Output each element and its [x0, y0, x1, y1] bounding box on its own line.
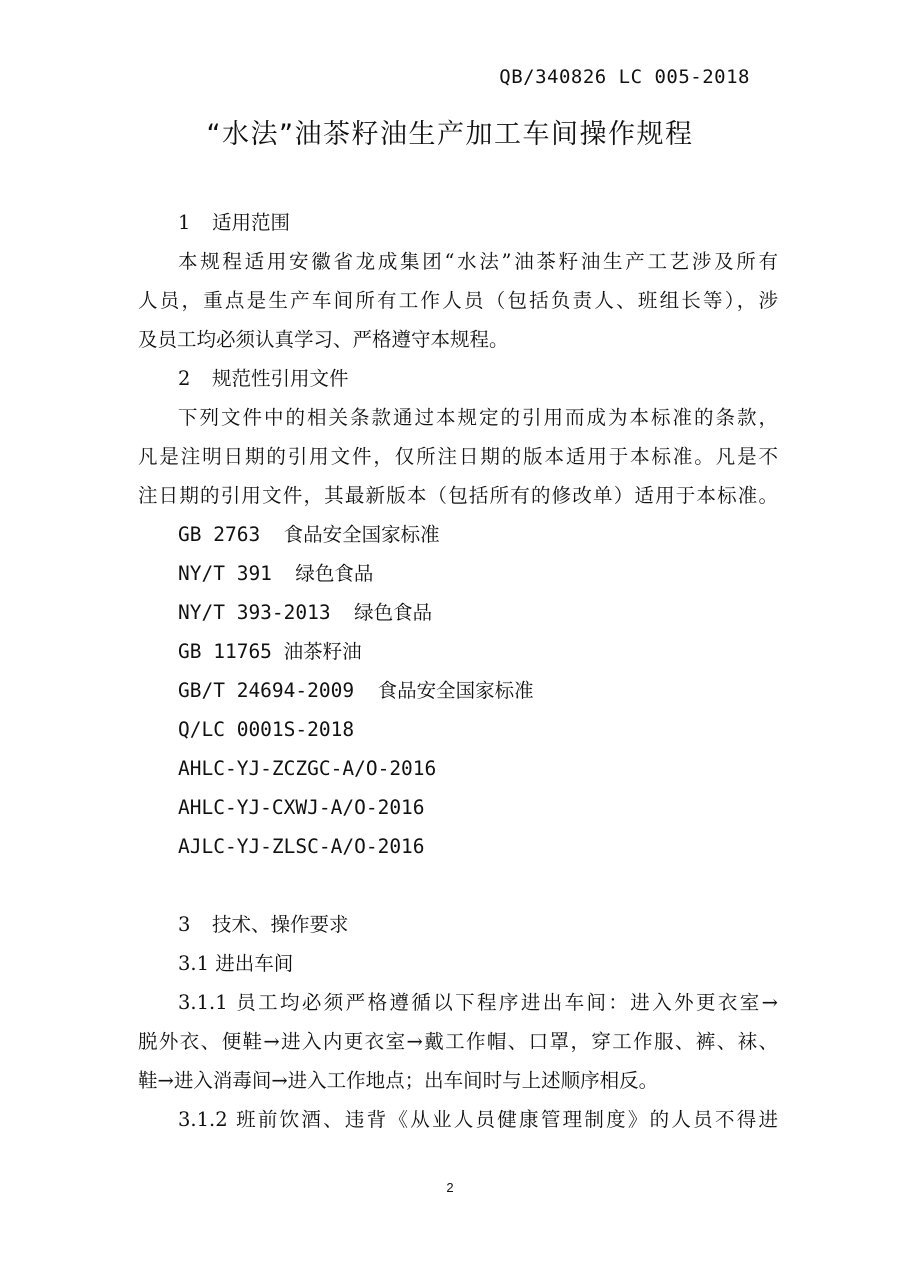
section-number: 2: [178, 367, 191, 390]
section-1-heading: [138, 203, 778, 242]
paragraph-line: 凡是注明日期的引用文件，仅所注日期的版本适用于本标准。凡是不: [138, 445, 778, 468]
section-heading-text: 技术、操作要求: [212, 913, 349, 936]
paragraph-line: 及员工均必须认真学习、严格遵守本规程。: [138, 328, 509, 351]
reference-item: Q/LC 0001S-2018: [178, 718, 355, 741]
blank-line: [138, 866, 778, 905]
reference-item: GB/T 24694-2009 食品安全国家标准: [178, 679, 534, 702]
reference-item: AJLC-YJ-ZLSC-A/O-2016: [178, 835, 425, 858]
section-2-heading: [138, 359, 778, 398]
paragraph-line: 本规程适用安徽省龙成集团“水法”油茶籽油生产工艺涉及所有: [178, 250, 778, 273]
paragraph-line: 下列文件中的相关条款通过本规定的引用而成为本标准的条款，: [178, 406, 778, 429]
paragraph-line: 鞋→进入消毒间→进入工作地点；出车间时与上述顺序相反。: [138, 1069, 659, 1092]
page-number: 2: [446, 1180, 454, 1195]
section-heading-text: 规范性引用文件: [212, 367, 349, 390]
reference-item: AHLC-YJ-CXWJ-A/O-2016: [178, 796, 425, 819]
document-body: [138, 203, 778, 1139]
paragraph-line: 3.1.2 班前饮酒、违背《从业人员健康管理制度》的人员不得进: [178, 1108, 778, 1131]
reference-item: NY/T 393-2013 绿色食品: [178, 601, 433, 624]
subsection-heading: 3.1 进出车间: [178, 952, 294, 975]
reference-item: GB 2763 食品安全国家标准: [178, 523, 440, 546]
standard-code: QB/340826 LC 005-2018: [499, 66, 750, 88]
section-heading-text: 适用范围: [212, 211, 291, 234]
reference-item: NY/T 391 绿色食品: [178, 562, 374, 585]
reference-item: AHLC-YJ-ZCZGC-A/O-2016: [178, 757, 437, 780]
section-number: 1: [178, 211, 191, 234]
paragraph-line: 3.1.1 员工均必须严格遵循以下程序进出车间：进入外更衣室→: [178, 991, 778, 1014]
section-number: 3: [178, 913, 191, 936]
section-3-heading: [138, 905, 778, 944]
paragraph-line: 注日期的引用文件，其最新版本（包括所有的修改单）适用于本标准。: [138, 484, 778, 507]
reference-item: GB 11765 油茶籽油: [178, 640, 362, 663]
paragraph-line: 人员，重点是生产车间所有工作人员（包括负责人、班组长等），涉: [138, 289, 778, 312]
paragraph-line: 脱外衣、便鞋→进入内更衣室→戴工作帽、口罩，穿工作服、裤、袜、: [138, 1030, 778, 1053]
page-title: “水法”油茶籽油生产加工车间操作规程: [206, 119, 694, 150]
